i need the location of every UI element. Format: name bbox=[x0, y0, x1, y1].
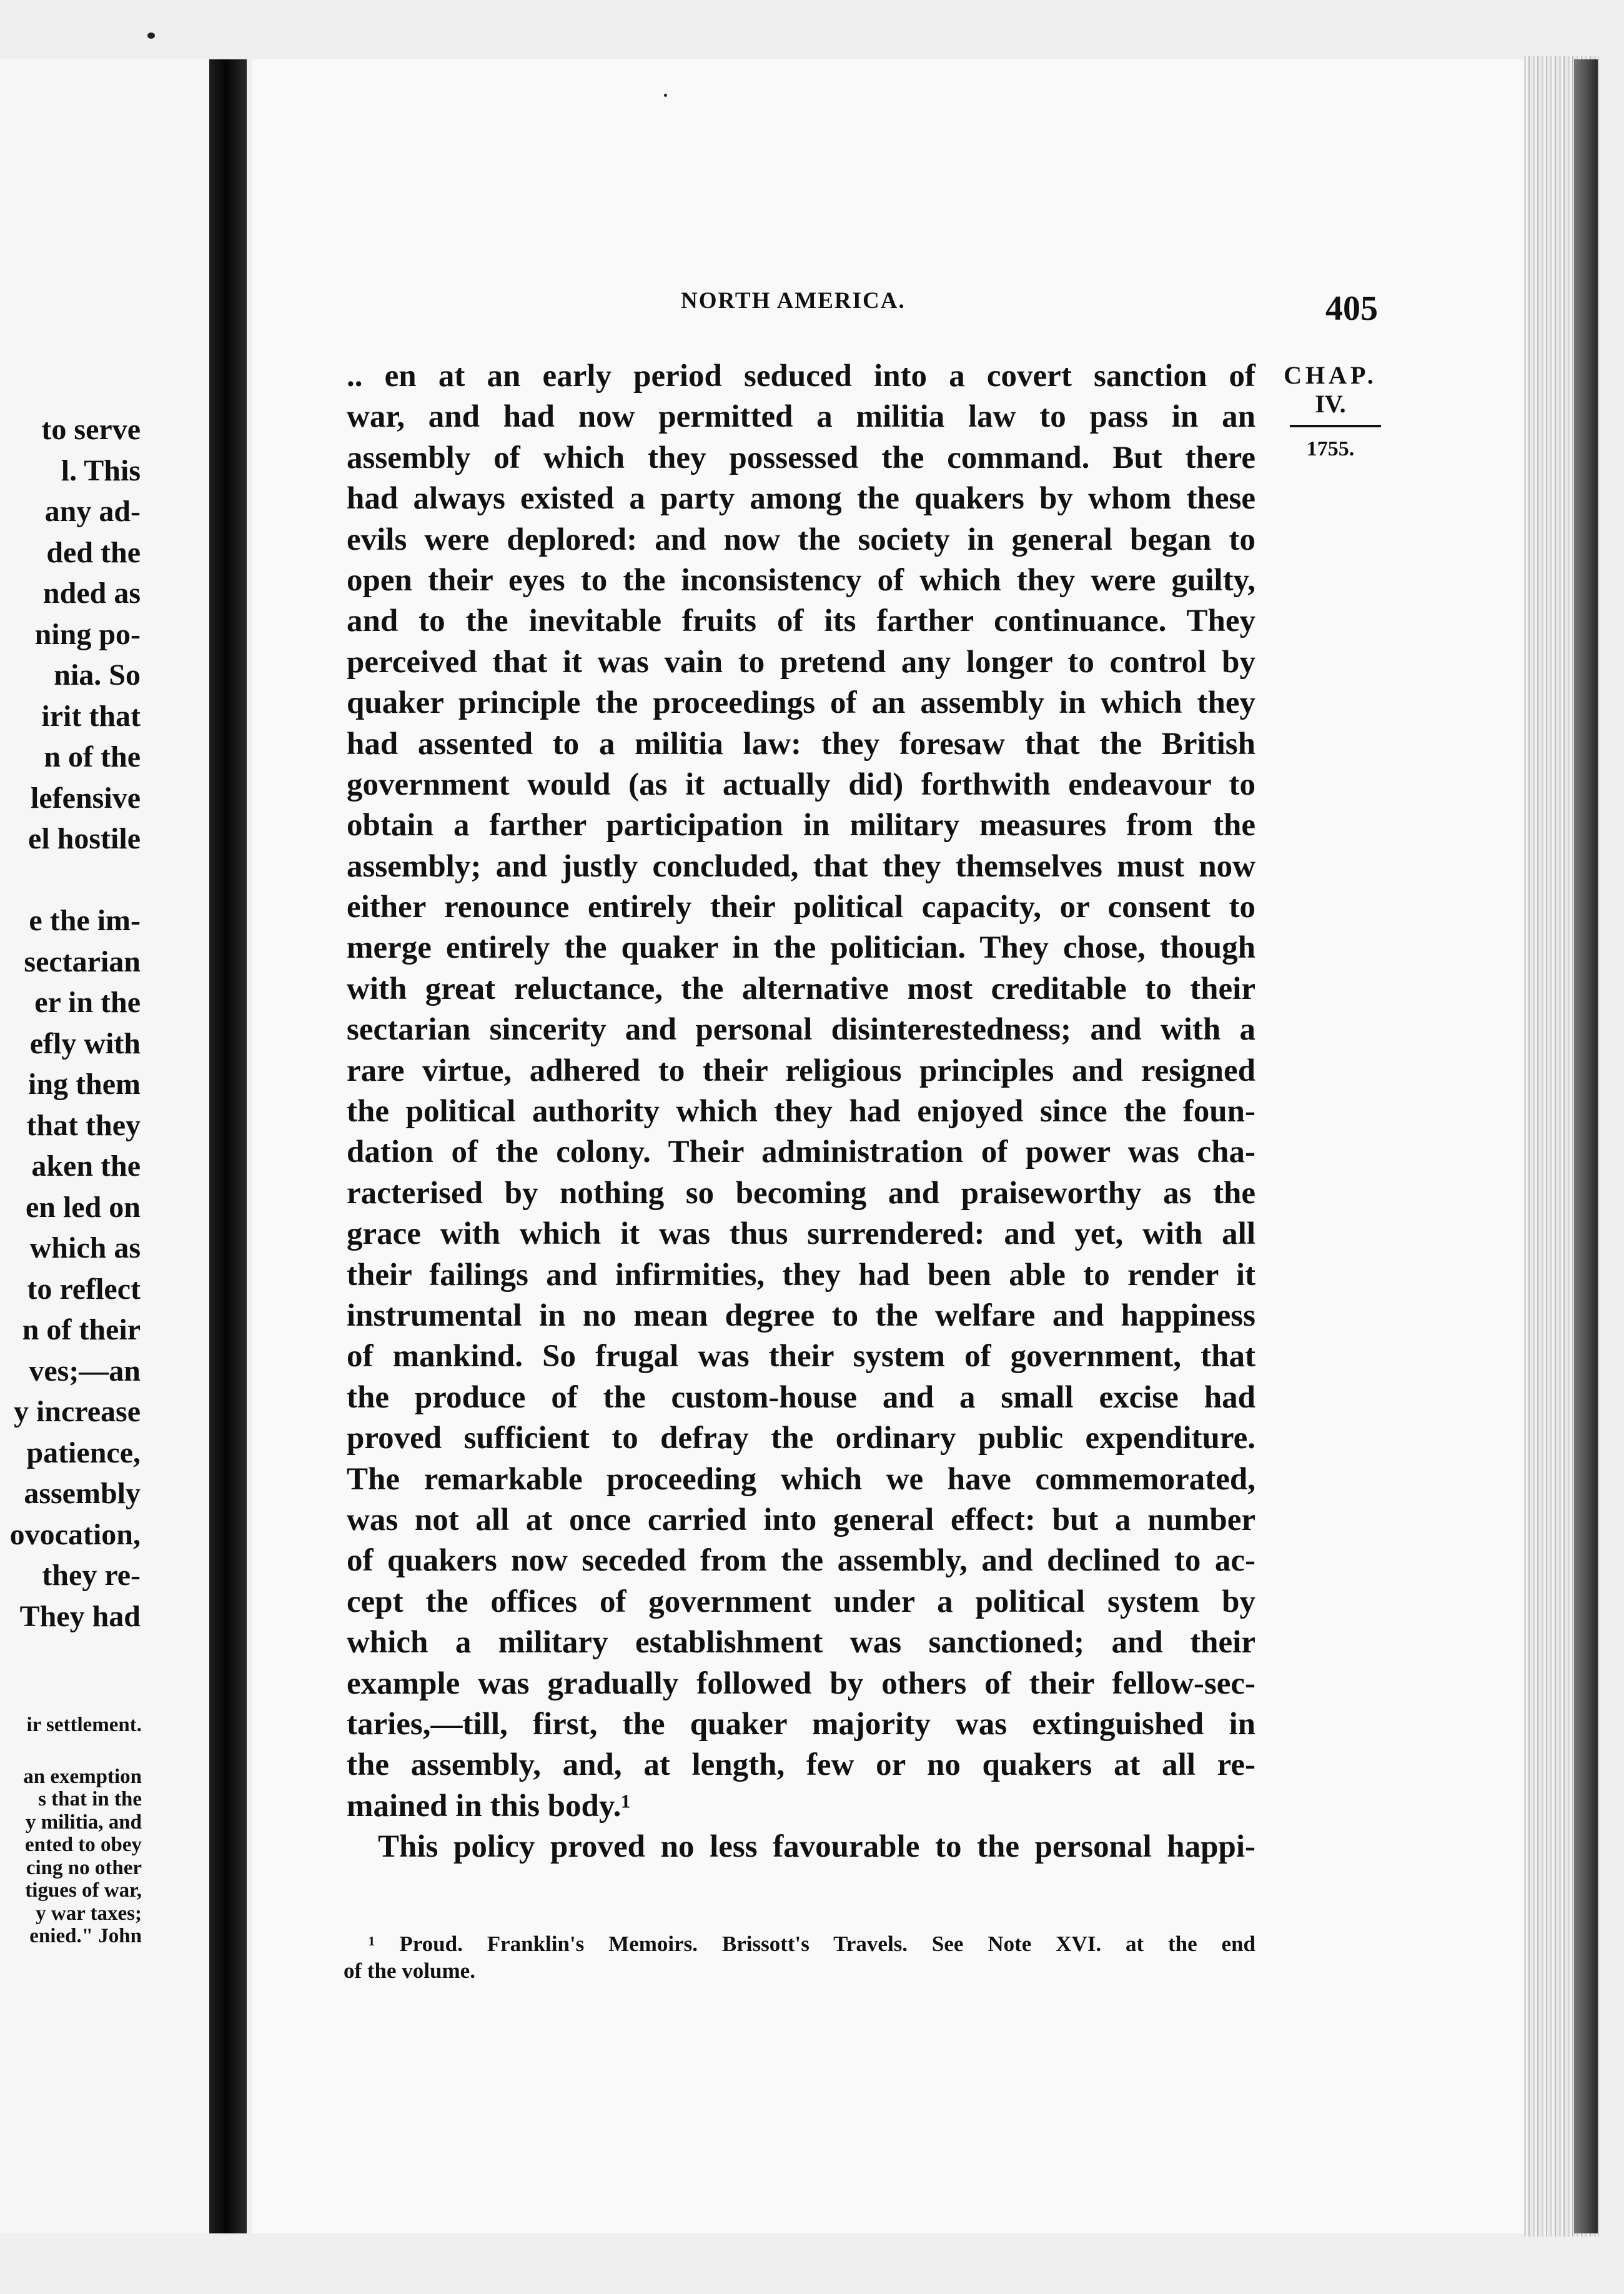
running-head: NORTH AMERICA. bbox=[681, 288, 906, 314]
previous-page-footnote-line: y militia, and bbox=[25, 1810, 142, 1834]
previous-page-line: they re- bbox=[42, 1559, 141, 1592]
previous-page-line: that they bbox=[26, 1108, 141, 1142]
previous-page-footnote-line: enied." John bbox=[29, 1925, 142, 1947]
previous-page-footnote-line: ented to obey bbox=[25, 1834, 142, 1856]
previous-page-line: efly with bbox=[29, 1026, 141, 1060]
text-line: assembly; and justly concluded, that they themselves must now bbox=[347, 848, 1255, 884]
text-line: obtain a farther participation in military measures from the bbox=[347, 808, 1255, 843]
previous-page-line: They had bbox=[19, 1599, 141, 1633]
previous-page-line: ovocation, bbox=[9, 1517, 141, 1551]
text-line: cept the offices of government under a political system by bbox=[347, 1584, 1255, 1619]
text-line: proved sufficient to defray the ordinary public expenditure. bbox=[347, 1421, 1255, 1456]
previous-page-line: aken the bbox=[31, 1149, 141, 1183]
text-line: example was gradually followed by others of their fellow-sec- bbox=[347, 1666, 1255, 1701]
text-line: of quakers now seceded from the assembly, and declined to ac- bbox=[347, 1543, 1255, 1579]
text-line: war, and had now permitted a militia law to pass in an bbox=[347, 399, 1255, 435]
previous-page-footnote-line: ir settlement. bbox=[26, 1714, 142, 1736]
chapter-number: IV. bbox=[1315, 390, 1346, 418]
previous-page bbox=[0, 59, 209, 2233]
previous-page-footnote-line: s that in the bbox=[38, 1788, 142, 1810]
previous-page-line: er in the bbox=[34, 986, 141, 1019]
margin-year: 1755. bbox=[1306, 437, 1355, 460]
previous-page-line: which as bbox=[29, 1231, 141, 1264]
paper-speck bbox=[664, 94, 667, 97]
book-gutter bbox=[209, 59, 247, 2233]
text-line: had assented to a militia law: they foresaw that the British bbox=[347, 726, 1255, 762]
previous-page-line: assembly bbox=[24, 1477, 141, 1510]
text-line: open their eyes to the inconsistency of which they were guilty, bbox=[347, 562, 1255, 598]
previous-page-line: n of their bbox=[22, 1313, 141, 1346]
previous-page-line: n of the bbox=[44, 740, 141, 773]
text-line: instrumental in no mean degree to the welfare and happiness bbox=[347, 1298, 1255, 1333]
previous-page-line: to serve bbox=[41, 413, 141, 446]
text-line: the political authority which they had enjoyed since the foun- bbox=[347, 1094, 1255, 1130]
text-line: the produce of the custom-house and a small excise had bbox=[347, 1379, 1255, 1415]
text-line: which a military establishment was sanctioned; and their bbox=[347, 1625, 1255, 1661]
footnote-line: of the volume. bbox=[344, 1959, 475, 1983]
text-line: was not all at once carried into general effect: but a number bbox=[347, 1502, 1255, 1537]
margin-note bbox=[1277, 361, 1384, 464]
margin-rule bbox=[1290, 425, 1381, 427]
text-line: and to the inevitable fruits of its farther continuance. They bbox=[347, 603, 1255, 639]
body-text bbox=[347, 356, 1255, 1867]
text-line: with great reluctance, the alternative most creditable to their bbox=[347, 971, 1255, 1006]
text-line: either renounce entirely their political capacity, or consent to bbox=[347, 890, 1255, 925]
previous-page-line: e the im- bbox=[29, 904, 141, 937]
text-line: The remarkable proceeding which we have commemorated, bbox=[347, 1461, 1255, 1497]
previous-page-line: patience, bbox=[26, 1436, 141, 1469]
text-line: merge entirely the quaker in the politician. They chose, though bbox=[347, 930, 1255, 966]
previous-page-line: en led on bbox=[25, 1190, 141, 1224]
paragraph-start-line: This policy proved no less favourable to the personal happi- bbox=[378, 1829, 1255, 1865]
previous-page-line: ves;—an bbox=[29, 1354, 141, 1388]
previous-page-line: ing them bbox=[28, 1068, 141, 1101]
text-line: perceived that it was vain to pretend any longer to control by bbox=[347, 644, 1255, 680]
previous-page-line: y increase bbox=[13, 1395, 141, 1428]
text-line: the assembly, and, at length, few or no quakers at all re- bbox=[347, 1747, 1255, 1783]
footnote-line: ¹ Proud. Franklin's Memoirs. Brissott's Travels. See Note XVI. at the end bbox=[369, 1932, 1255, 1956]
text-line: dation of the colony. Their administration of power was cha- bbox=[347, 1135, 1255, 1170]
text-line: evils were deplored: and now the society in general began to bbox=[347, 522, 1255, 557]
text-line: government would (as it actually did) forthwith endeavour to bbox=[347, 767, 1255, 802]
previous-page-line bbox=[0, 860, 141, 901]
text-line: .. en at an early period seduced into a covert sanction of bbox=[347, 359, 1255, 394]
previous-page-line: sectarian bbox=[24, 945, 141, 978]
previous-page-line: nded as bbox=[42, 577, 141, 610]
previous-page-line: ded the bbox=[46, 535, 141, 569]
previous-page-line: any ad- bbox=[44, 495, 141, 528]
text-line: assembly of which they possessed the command. But there bbox=[347, 440, 1255, 475]
text-line: racterised by nothing so becoming and praiseworthy as the bbox=[347, 1175, 1255, 1211]
text-line: grace with which it was thus surrendered: and yet, with all bbox=[347, 1216, 1255, 1252]
previous-page-line: to reflect bbox=[27, 1272, 141, 1306]
previous-page-footnote-line: y war taxes; bbox=[36, 1902, 142, 1925]
previous-page-line: l. This bbox=[61, 454, 141, 487]
text-line: taries,—till, first, the quaker majority was extinguished in bbox=[347, 1706, 1255, 1742]
text-line: mained in this body.¹ bbox=[347, 1788, 631, 1824]
text-line: of mankind. So frugal was their system of government, that bbox=[347, 1339, 1255, 1374]
previous-page-text bbox=[0, 409, 141, 1637]
previous-page-line: el hostile bbox=[28, 822, 141, 855]
previous-page-footnote-line: cing no other bbox=[26, 1856, 142, 1879]
text-line: had always existed a party among the quakers by whom these bbox=[347, 481, 1255, 517]
previous-page-footnote-line: an exemption bbox=[23, 1765, 142, 1788]
text-line: quaker principle the proceedings of an assembly in which they bbox=[347, 685, 1255, 721]
text-line: sectarian sincerity and personal disinterestedness; and with a bbox=[347, 1012, 1255, 1048]
paper-speck bbox=[147, 32, 155, 39]
text-line: their failings and infirmities, they had been able to render it bbox=[347, 1257, 1255, 1293]
page-number: 405 bbox=[1325, 289, 1378, 328]
text-line: rare virtue, adhered to their religious principles and resigned bbox=[347, 1053, 1255, 1088]
previous-page-line: ning po- bbox=[34, 617, 141, 651]
previous-page-line: lefensive bbox=[31, 781, 141, 815]
chapter-label: CHAP. bbox=[1284, 361, 1377, 389]
previous-page-line: nia. So bbox=[54, 658, 141, 692]
previous-page-line: irit that bbox=[41, 699, 141, 733]
previous-page-footnote-line: tigues of war, bbox=[25, 1879, 142, 1902]
footnote bbox=[344, 1930, 1255, 1984]
book-edge-shadow bbox=[1574, 59, 1598, 2233]
previous-page-footnote bbox=[0, 1714, 142, 1948]
